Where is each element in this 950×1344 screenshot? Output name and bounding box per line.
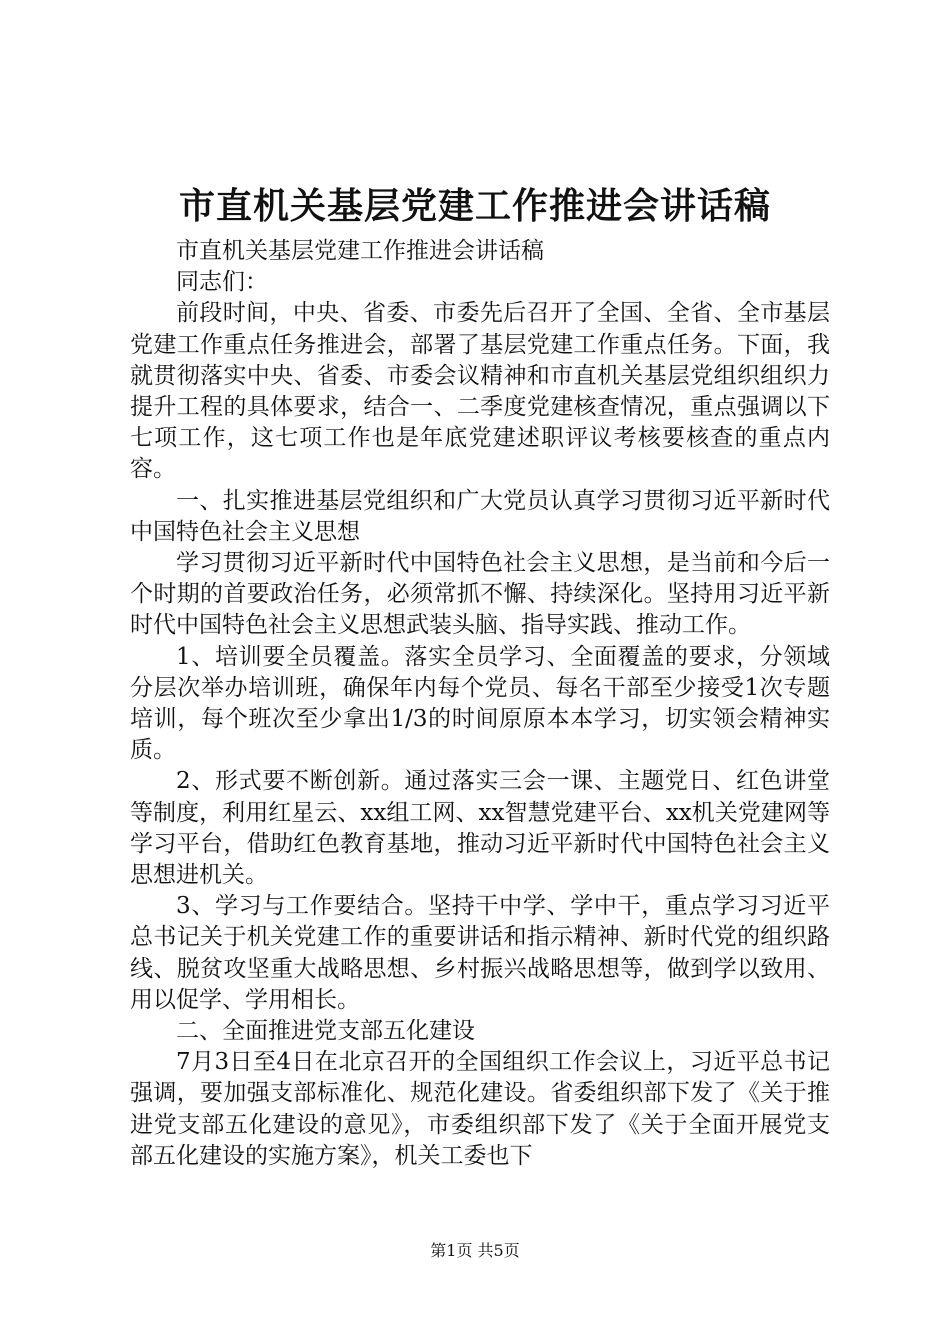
salutation-paragraph: 同志们：	[176, 269, 268, 296]
page-number-footer: 第1页 共5页	[430, 1241, 520, 1260]
body-paragraph: 2、形式要不断创新。通过落实三会一课、主题党日、红色讲堂等制度，利用红星云、xx组工网、xx智慧党建平台、xx机关党建网等学习平台，借助红色教育基地，推动习近平新时代中国特色社会主义思想进机关。	[130, 768, 830, 889]
document-body	[130, 236, 830, 1172]
section-heading-2: 二、全面推进党支部五化建设	[176, 1018, 475, 1045]
body-paragraph: 7月3日至4日在北京召开的全国组织工作会议上，习近平总书记强调，要加强支部标准化、规范化建设。省委组织部下发了《关于推进党支部五化建设的意见》，市委组织部下发了《关于全面开展党支部五化建设的实施方案》，机关工委也下	[130, 1049, 830, 1169]
document-title: 市直机关基层党建工作推进会讲话稿	[178, 185, 771, 227]
section-heading-1: 一、扎实推进基层党组织和广大党员认真学习贯彻习近平新时代中国特色社会主义思想	[130, 487, 830, 545]
intro-paragraph: 前段时间，中央、省委、市委先后召开了全国、全省、全市基层党建工作重点任务推进会，部署了基层党建工作重点任务。下面，我就贯彻落实中央、省委、市委会议精神和市直机关基层党组织组织力提升工程的具体要求，结合一、二季度党建核查情况，重点强调以下七项工作，这七项工作也是年底党建述职评议考核要核查的重点内容。	[130, 300, 830, 483]
body-paragraph: 3、学习与工作要结合。坚持干中学、学中干，重点学习习近平总书记关于机关党建工作的重要讲话和指示精神、新时代党的组织路线、脱贫攻坚重大战略思想、乡村振兴战略思想等，做到学以致用、用以促学、学用相长。	[130, 893, 830, 1013]
body-paragraph: 学习贯彻习近平新时代中国特色社会主义思想，是当前和今后一个时期的首要政治任务，必须常抓不懈、持续深化。坚持用习近平新时代中国特色社会主义思想武装头脑、指导实践、推动工作。	[130, 550, 830, 639]
body-paragraph: 1、培训要全员覆盖。落实全员学习、全面覆盖的要求，分领域分层次举办培训班，确保年内每个党员、每名干部至少接受1次专题培训，每个班次至少拿出1/3的时间原原本本学习，切实领会精神实质。	[130, 643, 830, 764]
subtitle-paragraph: 市直机关基层党建工作推进会讲话稿	[176, 238, 544, 264]
